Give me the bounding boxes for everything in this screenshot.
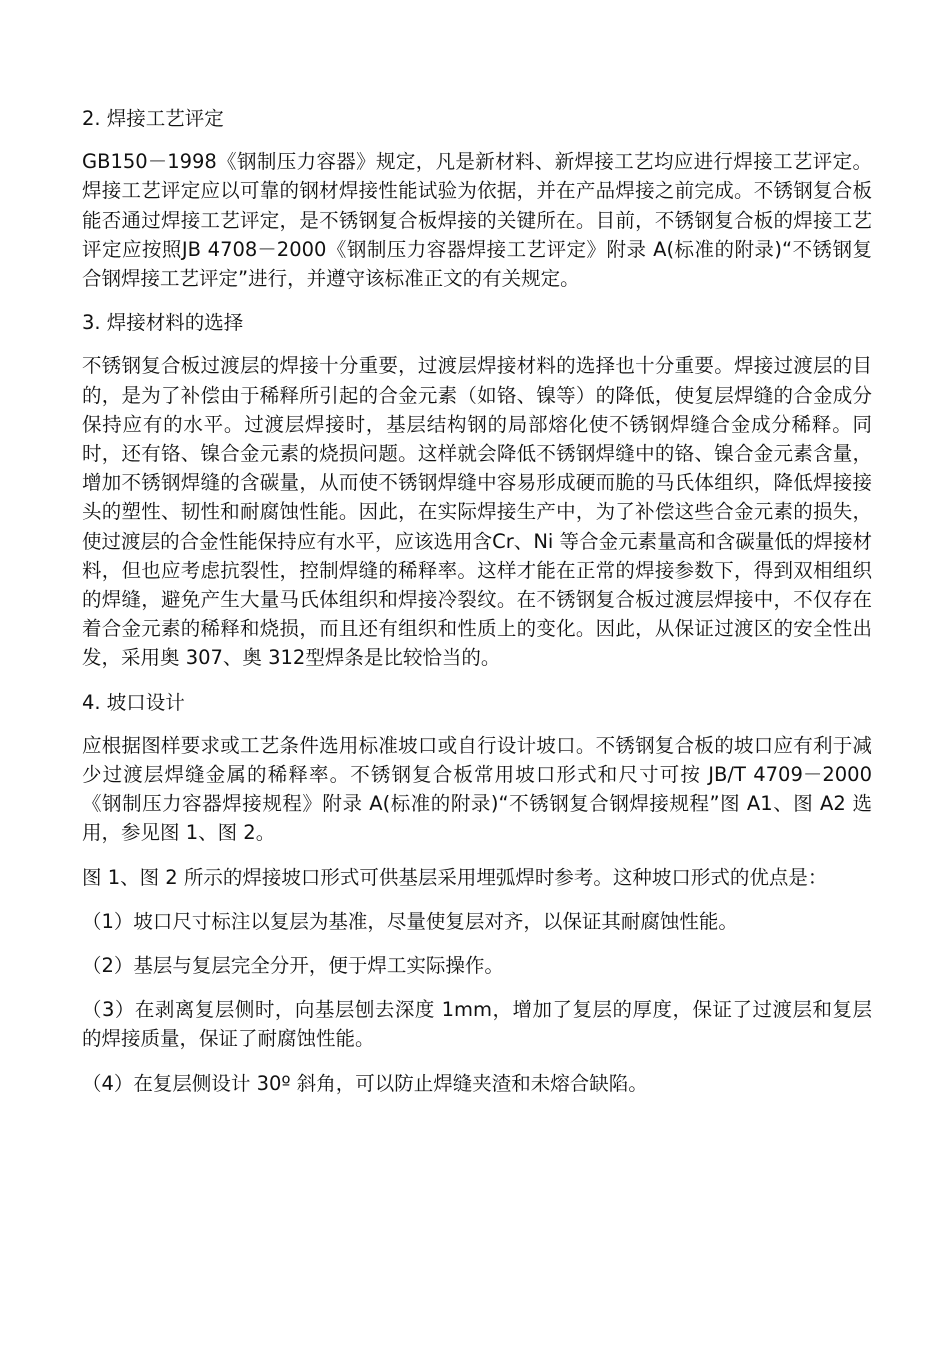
list-item-advantage-3: （3）在剥离复层侧时，向基层刨去深度 1mm，增加了复层的厚度，保证了过渡层和复层的焊接质量，保证了耐腐蚀性能。 <box>82 998 872 1051</box>
section-heading-welding-procedure: 2. 焊接工艺评定 <box>82 107 224 130</box>
section-heading-groove-design: 4. 坡口设计 <box>82 690 185 714</box>
paragraph-groove-advantages-intro: 图 1、图 2 所示的焊接坡口形式可供基层采用埋弧焊时参考。这种坡口形式的优点是： <box>82 865 828 889</box>
paragraph-welding-procedure: GB150－1998《钢制压力容器》规定，凡是新材料、新焊接工艺均应进行焊接工艺评定。焊接工艺评定应以可靠的钢材焊接性能试验为依据，并在产品焊接之前完成。不锈钢复合板能否通过焊接工艺评定，是不锈钢复合板焊接的关键所在。目前，不锈钢复合板的焊接工艺评定应按照JB 4708－2000《钢制压力容器焊接工艺评定》附录 A(标准的附录)“不锈钢复合钢焊接工艺评定”进行，并遵守该标准正文的有关规定。 <box>82 150 872 291</box>
list-item-advantage-2: （2）基层与复层完全分开，便于焊工实际操作。 <box>82 954 504 978</box>
list-item-advantage-4: （4）在复层侧设计 30º 斜角，可以防止焊缝夹渣和未熔合缺陷。 <box>82 1071 648 1095</box>
paragraph-groove-design: 应根据图样要求或工艺条件选用标准坡口或自行设计坡口。不锈钢复合板的坡口应有利于减少过渡层焊缝金属的稀释率。不锈钢复合板常用坡口形式和尺寸可按 JB/T 4709－2000《钢制压力容器焊接规程》附录 A(标准的附录)“不锈钢复合钢焊接规程”图 A1、图 A2 选用，参见图 1、图 2。 <box>82 733 872 845</box>
list-item-advantage-1: （1）坡口尺寸标注以复层为基准，尽量使复层对齐，以保证其耐腐蚀性能。 <box>82 909 738 933</box>
document-body <box>82 104 872 1113</box>
paragraph-welding-materials: 不锈钢复合板过渡层的焊接十分重要，过渡层焊接材料的选择也十分重要。焊接过渡层的目的，是为了补偿由于稀释所引起的合金元素（如铬、镍等）的降低，使复层焊缝的合金成分保持应有的水平。过渡层焊接时，基层结构钢的局部熔化使不锈钢焊缝合金成分稀释。同时，还有铬、镍合金元素的烧损问题。这样就会降低不锈钢焊缝中的铬、镍合金元素含量，增加不锈钢焊缝的含碳量，从而使不锈钢焊缝中容易形成硬而脆的马氏体组织，降低焊接接头的塑性、韧性和耐腐蚀性能。因此，在实际焊接生产中，为了补偿这些合金元素的损失，使过渡层的合金性能保持应有水平，应该选用含Cr、Ni 等合金元素量高和含碳量低的焊接材料，但也应考虑抗裂性，控制焊缝的稀释率。这样才能在正常的焊接参数下，得到双相组织的焊缝，避免产生大量马氏体组织和焊接冷裂纹。在不锈钢复合板过渡层焊接中，不仅存在着合金元素的稀释和烧损，而且还有组织和性质上的变化。因此，从保证过渡区的安全性出发，采用奥 307、奥 312型焊条是比较恰当的。 <box>82 354 872 670</box>
section-heading-welding-materials: 3. 焊接材料的选择 <box>82 311 244 335</box>
